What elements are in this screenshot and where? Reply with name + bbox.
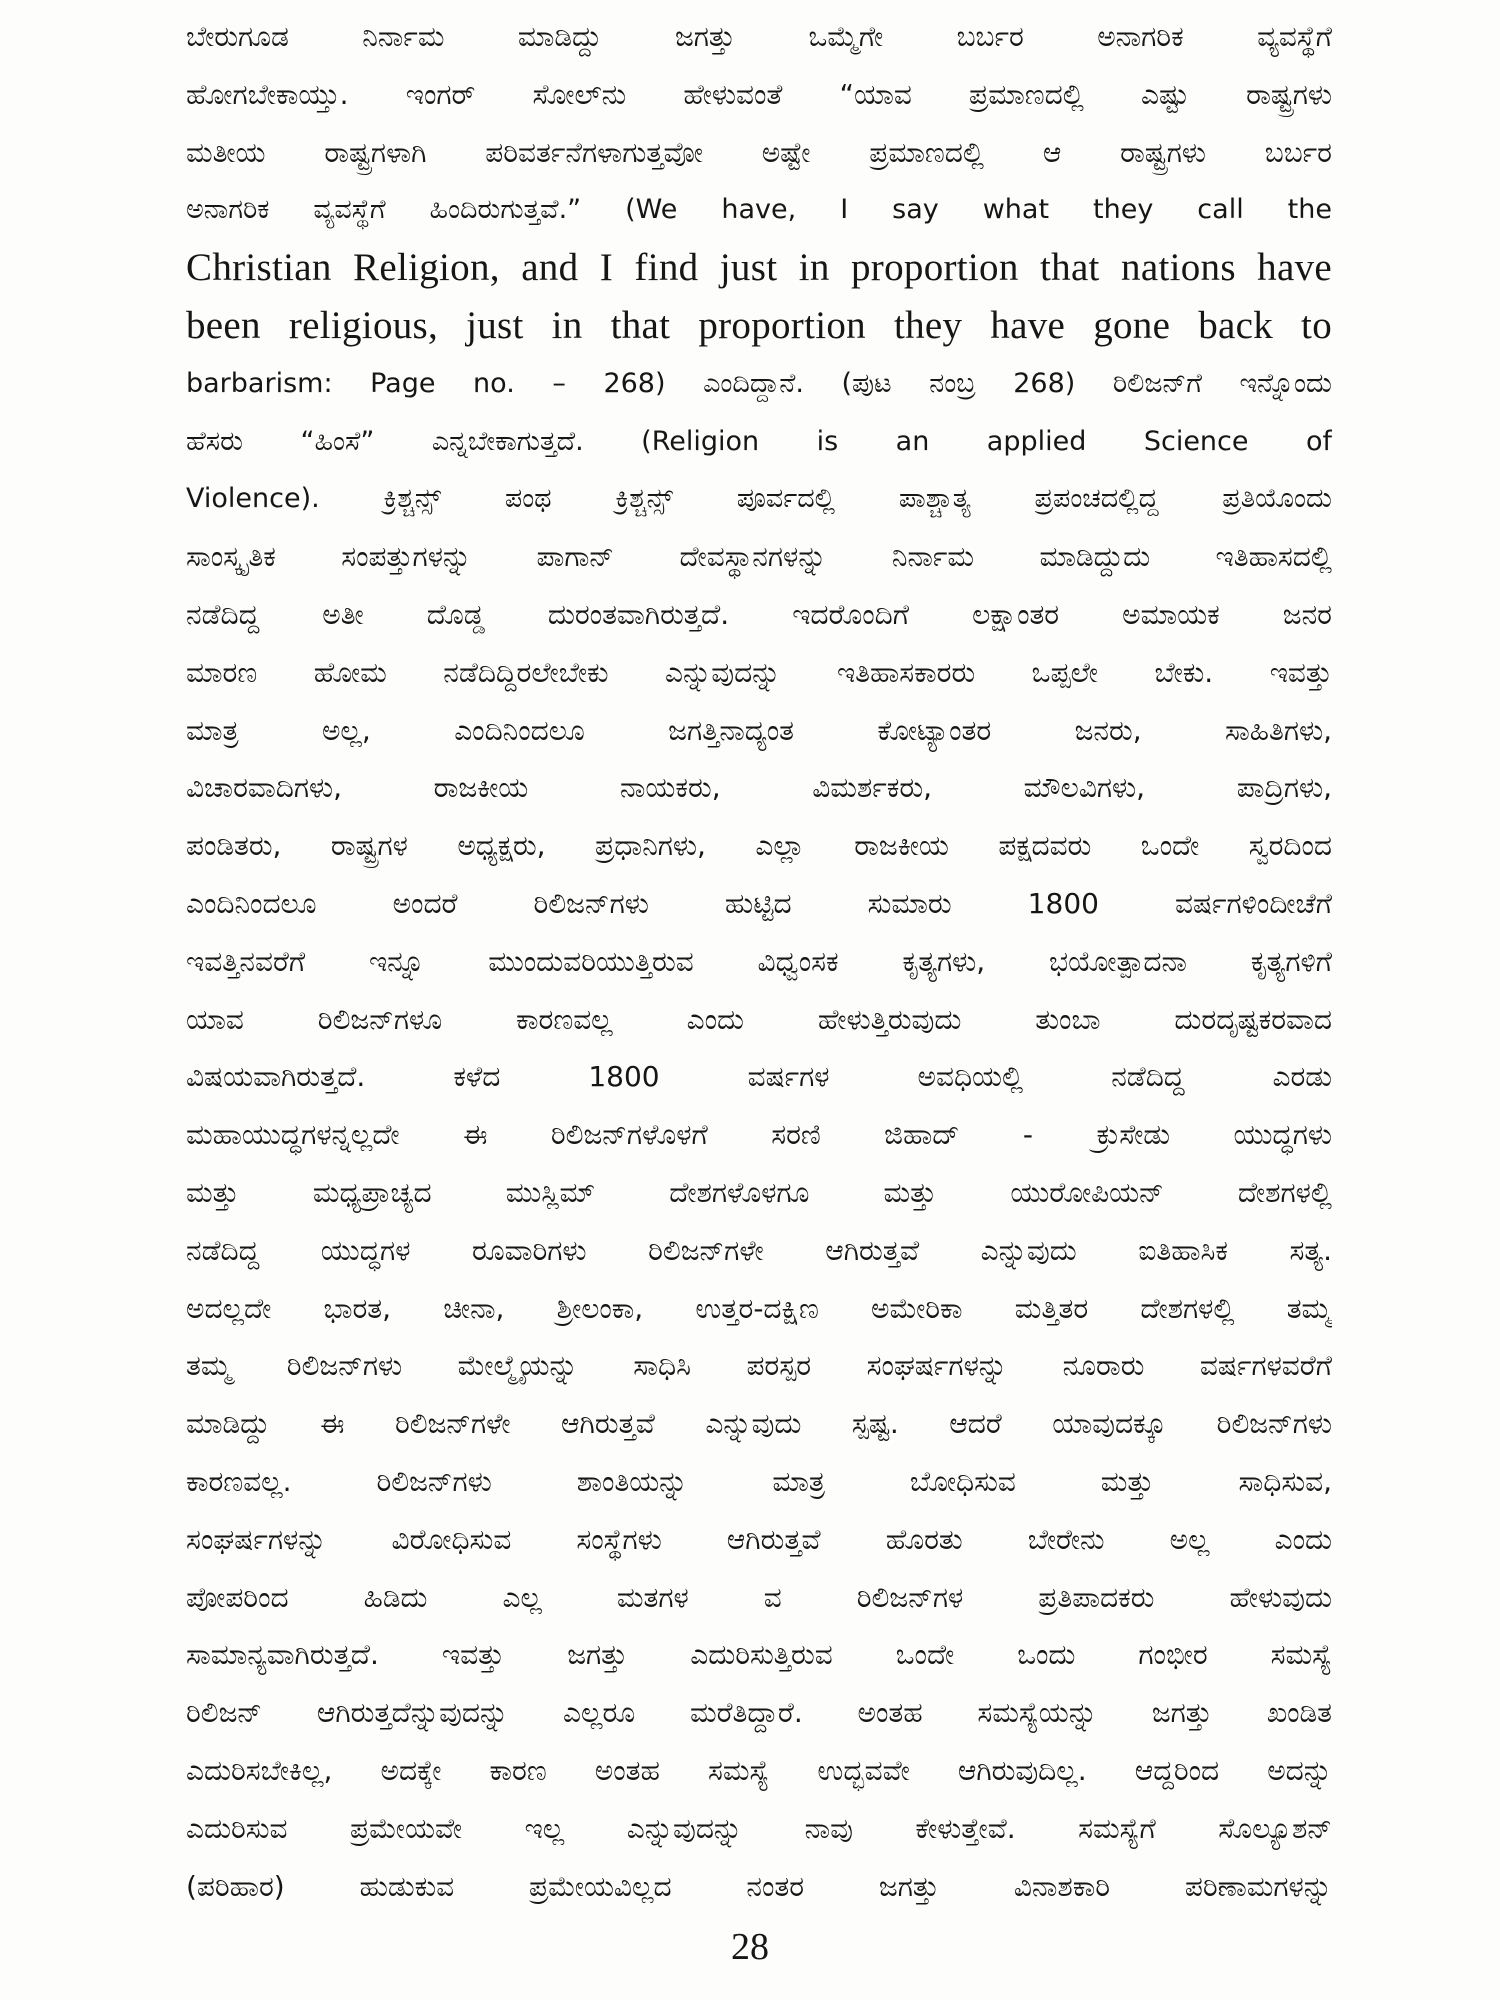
text-line: ಮತೀಯ ರಾಷ್ಟ್ರಗಳಾಗಿ ಪರಿವರ್ತನೆಗಳಾಗುತ್ತವೋ ಅಷ್ಟೇ ಪ್ರಮಾಣದಲ್ಲಿ ಆ ರಾಷ್ಟ್ರಗಳು ಬರ್ಬರ [186,135,1332,169]
text-line: ರಿಲಿಜನ್ ಆಗಿರುತ್ತದೆನ್ನುವುದನ್ನು ಎಲ್ಲರೂ ಮರೆತಿದ್ದಾರೆ. ಅಂತಹ ಸಮಸ್ಯೆಯನ್ನು ಜಗತ್ತು ಖಂಡಿತ [186,1696,1332,1730]
text-line: ಅದಲ್ಲದೇ ಭಾರತ, ಚೀನಾ, ಶ್ರೀಲಂಕಾ, ಉತ್ತರ-ದಕ್ಷಿಣ ಅಮೇರಿಕಾ ಮತ್ತಿತರ ದೇಶಗಳಲ್ಲಿ ತಮ್ಮ [186,1291,1332,1325]
text-line: ಮತ್ತು ಮಧ್ಯಪ್ರಾಚ್ಯದ ಮುಸ್ಲಿಮ್ ದೇಶಗಳೊಳಗೂ ಮತ್ತು ಯುರೋಪಿಯನ್ ದೇಶಗಳಲ್ಲಿ [186,1175,1332,1209]
text-line: ಮಹಾಯುದ್ಧಗಳನ್ನಲ್ಲದೇ ಈ ರಿಲಿಜನ್‌ಗಳೊಳಗೆ ಸರಣಿ ಜಿಹಾದ್ - ಕ್ರುಸೇಡು ಯುದ್ಧಗಳು [186,1118,1332,1152]
text-line: ಮಾರಣ ಹೋಮ ನಡೆದಿದ್ದಿರಲೇಬೇಕು ಎನ್ನುವುದನ್ನು ಇತಿಹಾಸಕಾರರು ಒಪ್ಪಲೇ ಬೇಕು. ಇವತ್ತು [186,655,1332,689]
text-line: been religious, just in that proportion they have gone back to [186,303,1332,347]
text-line: ಮಾತ್ರ ಅಲ್ಲ, ಎಂದಿನಿಂದಲೂ ಜಗತ್ತಿನಾದ್ಯಂತ ಕೋಟ್ಯಾಂತರ ಜನರು, ಸಾಹಿತಿಗಳು, [186,713,1332,747]
page-number: 28 [731,1926,769,1968]
text-line: ಅನಾಗರಿಕ ವ್ಯವಸ್ಥೆಗೆ ಹಿಂದಿರುಗುತ್ತವೆ.” (We have, I say what they call the [186,194,1332,226]
text-line: ಇವತ್ತಿನವರೆಗೆ ಇನ್ನೂ ಮುಂದುವರಿಯುತ್ತಿರುವ ವಿಧ್ವಂಸಕ ಕೃತ್ಯಗಳು, ಭಯೋತ್ಪಾದನಾ ಕೃತ್ಯಗಳಿಗೆ [186,944,1332,978]
body-text [186,8,1332,1915]
text-line: ಯಾವ ರಿಲಿಜನ್‌ಗಳೂ ಕಾರಣವಲ್ಲ ಎಂದು ಹೇಳುತ್ತಿರುವುದು ತುಂಬಾ ದುರದೃಷ್ಟಕರವಾದ [186,1002,1332,1036]
text-line: ನಡೆದಿದ್ದ ಅತೀ ದೊಡ್ಡ ದುರಂತವಾಗಿರುತ್ತದೆ. ಇದರೊಂದಿಗೆ ಲಕ್ಷಾಂತರ ಅಮಾಯಕ ಜನರ [186,597,1332,631]
text-line: ಕಾರಣವಲ್ಲ. ರಿಲಿಜನ್‌ಗಳು ಶಾಂತಿಯನ್ನು ಮಾತ್ರ ಬೋಧಿಸುವ ಮತ್ತು ಸಾಧಿಸುವ, [186,1464,1332,1498]
text-line: ವಿಚಾರವಾದಿಗಳು, ರಾಜಕೀಯ ನಾಯಕರು, ವಿಮರ್ಶಕರು, ಮೌಲವಿಗಳು, ಪಾದ್ರಿಗಳು, [186,771,1332,805]
text-line: ಎದುರಿಸಬೇಕಿಲ್ಲ, ಅದಕ್ಕೇ ಕಾರಣ ಅಂತಹ ಸಮಸ್ಯೆ ಉದ್ಭವವೇ ಆಗಿರುವುದಿಲ್ಲ. ಆದ್ದರಿಂದ ಅದನ್ನು [186,1753,1332,1787]
text-line: ಮಾಡಿದ್ದು ಈ ರಿಲಿಜನ್‌ಗಳೇ ಆಗಿರುತ್ತವೆ ಎನ್ನುವುದು ಸ್ಪಷ್ಟ. ಆದರೆ ಯಾವುದಕ್ಕೂ ರಿಲಿಜನ್‌ಗಳು [186,1407,1332,1441]
text-line: ಎಂದಿನಿಂದಲೂ ಅಂದರೆ ರಿಲಿಜನ್‌ಗಳು ಹುಟ್ಟಿದ ಸುಮಾರು 1800 ವರ್ಷಗಳಿಂದೀಚೆಗೆ [186,886,1332,920]
text-line: ಸಾಂಸ್ಕೃತಿಕ ಸಂಪತ್ತುಗಳನ್ನು ಪಾಗಾನ್ ದೇವಸ್ಥಾನಗಳನ್ನು ನಿರ್ನಾಮ ಮಾಡಿದ್ದುದು ಇತಿಹಾಸದಲ್ಲಿ [186,540,1332,574]
text-line: ನಡೆದಿದ್ದ ಯುದ್ಧಗಳ ರೂವಾರಿಗಳು ರಿಲಿಜನ್‌ಗಳೇ ಆಗಿರುತ್ತವೆ ಎನ್ನುವುದು ಐತಿಹಾಸಿಕ ಸತ್ಯ. [186,1233,1332,1267]
text-line: ವಿಷಯವಾಗಿರುತ್ತದೆ. ಕಳೆದ 1800 ವರ್ಷಗಳ ಅವಧಿಯಲ್ಲಿ ನಡೆದಿದ್ದ ಎರಡು [186,1060,1332,1094]
text-line: ಸಾಮಾನ್ಯವಾಗಿರುತ್ತದೆ. ಇವತ್ತು ಜಗತ್ತು ಎದುರಿಸುತ್ತಿರುವ ಒಂದೇ ಒಂದು ಗಂಭೀರ ಸಮಸ್ಯೆ [186,1638,1332,1672]
text-line: ಸಂಘರ್ಷಗಳನ್ನು ವಿರೋಧಿಸುವ ಸಂಸ್ಥೆಗಳು ಆಗಿರುತ್ತವೆ ಹೊರತು ಬೇರೇನು ಅಲ್ಲ ಎಂದು [186,1522,1332,1556]
text-line: ಪಂಡಿತರು, ರಾಷ್ಟ್ರಗಳ ಅಧ್ಯಕ್ಷರು, ಪ್ರಧಾನಿಗಳು, ಎಲ್ಲಾ ರಾಜಕೀಯ ಪಕ್ಷದವರು ಒಂದೇ ಸ್ವರದಿಂದ [186,829,1332,863]
text-line: Violence). ಕ್ರಿಶ್ಚನ್ಸ್ ಪಂಥ ಕ್ರಿಶ್ಚನ್ಸ್ ಪೂರ್ವದಲ್ಲಿ ಪಾಶ್ಚಾತ್ಯ ಪ್ರಪಂಚದಲ್ಲಿದ್ದ ಪ್ರತಿಯೊಂದು [186,483,1332,515]
text-line: ಬೇರುಗೂಡ ನಿರ್ನಾಮ ಮಾಡಿದ್ದು ಜಗತ್ತು ಒಮ್ಮೆಗೇ ಬರ್ಬರ ಅನಾಗರಿಕ ವ್ಯವಸ್ಥೆಗೆ [186,20,1332,53]
text-line: (ಪರಿಹಾರ) ಹುಡುಕುವ ಪ್ರಮೇಯವಿಲ್ಲದ ನಂತರ ಜಗತ್ತು ವಿನಾಶಕಾರಿ ಪರಿಣಾಮಗಳನ್ನು [186,1869,1332,1903]
text-line: barbarism: Page no. – 268) ಎಂದಿದ್ದಾನೆ. (ಪುಟ ನಂಬ್ರ 268) ರಿಲಿಜನ್‌ಗೆ ಇನ್ನೊಂದು [186,367,1332,399]
text-line: ತಮ್ಮ ರಿಲಿಜನ್‌ಗಳು ಮೇಲ್ಮೈಯನ್ನು ಸಾಧಿಸಿ ಪರಸ್ಪರ ಸಂಘರ್ಷಗಳನ್ನು ನೂರಾರು ವರ್ಷಗಳವರೆಗೆ [186,1349,1332,1383]
text-line: ಎದುರಿಸುವ ಪ್ರಮೇಯವೇ ಇಲ್ಲ ಎನ್ನುವುದನ್ನು ನಾವು ಕೇಳುತ್ತೇವೆ. ಸಮಸ್ಯೆಗೆ ಸೊಲ್ಯೂಶನ್ [186,1811,1332,1845]
text-line: ಪೋಪರಿಂದ ಹಿಡಿದು ಎಲ್ಲ ಮತಗಳ ವ ರಿಲಿಜನ್‌ಗಳ ಪ್ರತಿಪಾದಕರು ಹೇಳುವುದು [186,1580,1332,1614]
text-line: Christian Religion, and I find just in proportion that nations have [186,246,1332,290]
text-line: ಹೆಸರು “ಹಿಂಸೆ” ಎನ್ನಬೇಕಾಗುತ್ತದೆ. (Religion is an applied Science of [186,425,1332,457]
text-line: ಹೋಗಬೇಕಾಯ್ತು. ಇಂಗರ್ ಸೋಲ್‌ನು ಹೇಳುವಂತೆ “ಯಾವ ಪ್ರಮಾಣದಲ್ಲಿ ಎಷ್ಟು ರಾಷ್ಟ್ರಗಳು [186,77,1332,111]
